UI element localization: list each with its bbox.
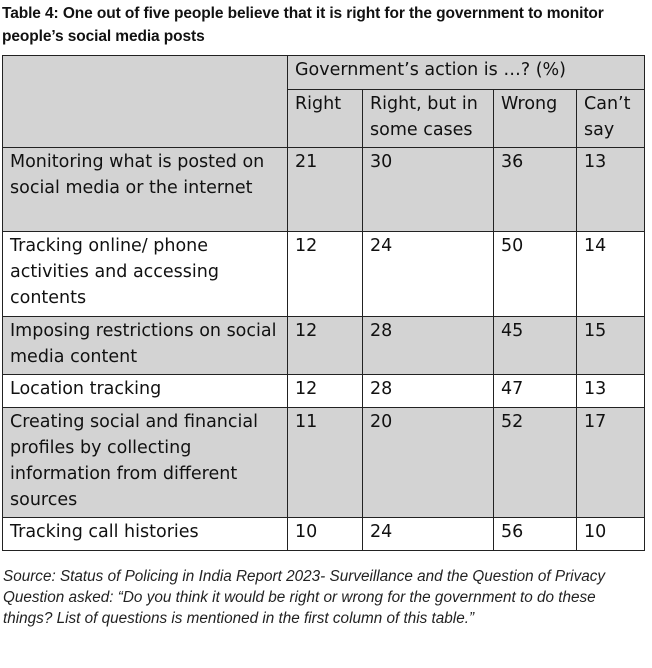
cell-right-some-cases: 24	[363, 518, 494, 551]
row-label: Tracking online/ phone activities and accessing contents	[3, 232, 288, 317]
cell-right: 12	[288, 317, 363, 375]
cell-right-some-cases: 28	[363, 317, 494, 375]
column-header-right: Right	[288, 90, 363, 148]
row-label: Tracking call histories	[3, 518, 288, 551]
cell-wrong: 36	[494, 148, 577, 232]
group-header-cell	[288, 56, 645, 90]
cell-cant-say: 14	[577, 232, 645, 317]
column-header-right-some-cases: Right, but in some cases	[363, 90, 494, 148]
table-row	[3, 232, 645, 317]
row-label: Monitoring what is posted on social media or the internet	[3, 148, 288, 232]
table-title: Table 4: One out of five people believe that it is right for the government to monitor people’s social media posts	[2, 5, 604, 45]
cell-wrong: 50	[494, 232, 577, 317]
cell-wrong: 56	[494, 518, 577, 551]
cell-right: 10	[288, 518, 363, 551]
table-row	[3, 408, 645, 518]
header-corner-cell	[3, 56, 288, 148]
cell-cant-say: 15	[577, 317, 645, 375]
row-label: Creating social and financial profiles by collecting information from different sources	[3, 408, 288, 518]
table-row	[3, 518, 645, 551]
row-label: Imposing restrictions on social media content	[3, 317, 288, 375]
column-header-wrong: Wrong	[494, 90, 577, 148]
table-row	[3, 375, 645, 408]
cell-right: 12	[288, 375, 363, 408]
cell-right: 12	[288, 232, 363, 317]
header-row-group	[3, 56, 645, 90]
survey-table	[2, 55, 645, 551]
cell-cant-say: 13	[577, 148, 645, 232]
group-header-label: Government’s action is …? (%)	[295, 60, 566, 80]
question-note: Question asked: “Do you think it would be right or wrong for the government to do these things? List of questions is mentioned in the first column of this table.”	[3, 589, 596, 627]
cell-right-some-cases: 20	[363, 408, 494, 518]
table-footnotes	[3, 566, 648, 629]
cell-right: 11	[288, 408, 363, 518]
cell-right: 21	[288, 148, 363, 232]
cell-cant-say: 13	[577, 375, 645, 408]
cell-wrong: 45	[494, 317, 577, 375]
cell-right-some-cases: 28	[363, 375, 494, 408]
row-label: Location tracking	[3, 375, 288, 408]
cell-wrong: 52	[494, 408, 577, 518]
cell-cant-say: 17	[577, 408, 645, 518]
table-row	[3, 148, 645, 232]
cell-right-some-cases: 30	[363, 148, 494, 232]
source-note: Source: Status of Policing in India Report 2023- Surveillance and the Question of Privacy	[3, 568, 606, 585]
column-header-cant-say: Can’t say	[577, 90, 645, 148]
table-row	[3, 317, 645, 375]
cell-wrong: 47	[494, 375, 577, 408]
cell-right-some-cases: 24	[363, 232, 494, 317]
cell-cant-say: 10	[577, 518, 645, 551]
